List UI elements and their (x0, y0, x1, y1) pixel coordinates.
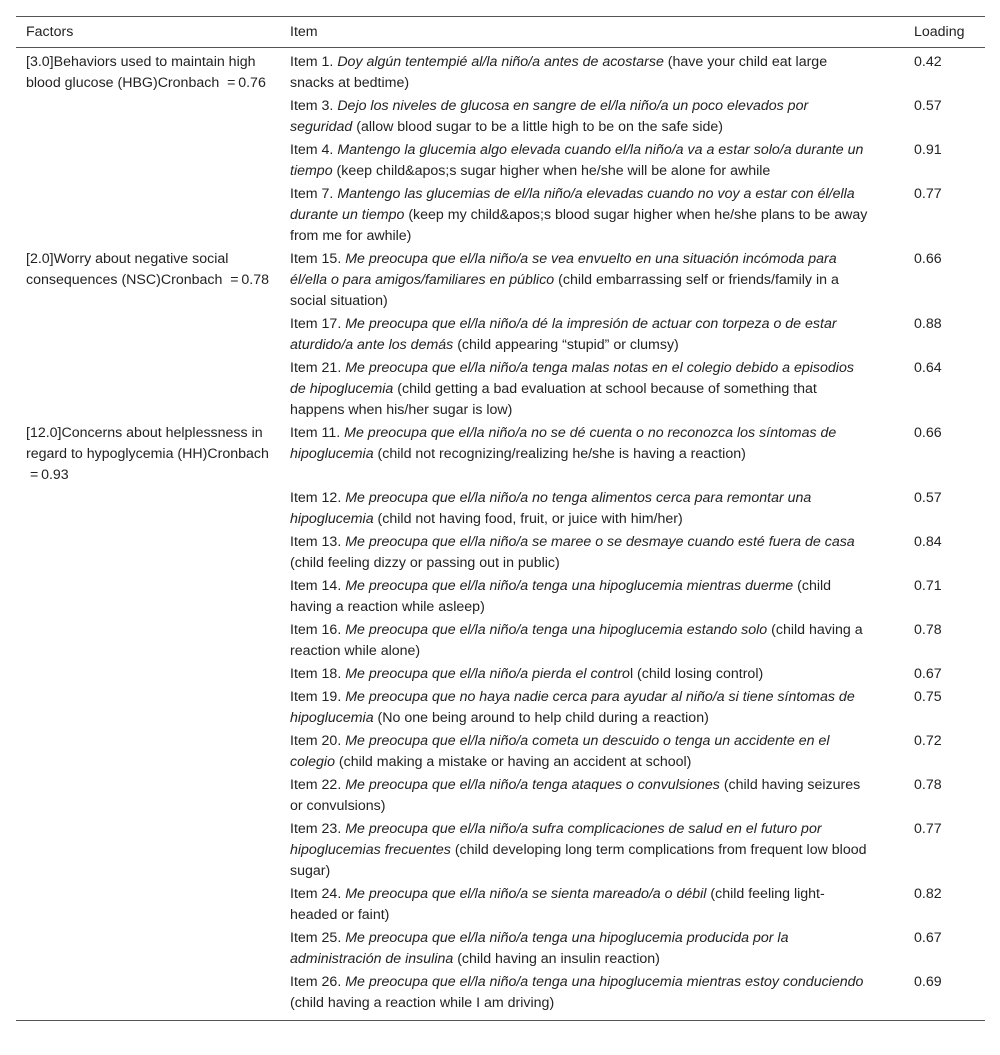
item-spanish-text: Me preocupa que el/la niño/a tenga malas notas en el colegio debido a episodios de hipoglucemia (290, 360, 854, 397)
loading-value: 0.84 (914, 534, 942, 550)
loading-value: 0.64 (914, 360, 942, 376)
header-row (16, 17, 985, 48)
item-english-text: (child feeling light-headed or faint) (290, 886, 825, 923)
item-english-text: (child not having food, fruit, or juice with him/her) (373, 511, 683, 527)
factor-cell (16, 927, 280, 971)
item-cell (280, 313, 904, 357)
loading-value: 0.66 (914, 251, 942, 267)
item-english-text: (child not recognizing/realizing he/she is having a reaction) (373, 446, 746, 462)
item-spanish-text: Me preocupa que el/la niño/a tenga ataques o convulsiones (345, 777, 720, 793)
table-row (16, 818, 985, 883)
item-number: Item 19. (290, 689, 346, 705)
table-row (16, 971, 985, 1021)
item-cell (280, 883, 904, 927)
item-number: Item 1. (290, 54, 338, 70)
table-row (16, 730, 985, 774)
loading-value: 0.75 (914, 689, 942, 705)
item-number: Item 24. (290, 886, 346, 902)
item-english-text: (child getting a bad evaluation at school because of something that happens when his/her sugar is low) (290, 381, 817, 418)
factor-cell (16, 663, 280, 686)
item-english-text: (child having a reaction while I am driving) (290, 995, 555, 1011)
item-cell (280, 48, 904, 96)
item-english-text: (child feeling dizzy or passing out in public) (290, 555, 560, 571)
item-cell (280, 774, 904, 818)
item-cell (280, 531, 904, 575)
item-number: Item 12. (290, 490, 346, 506)
factor-cell (16, 774, 280, 818)
item-spanish-text: Me preocupa que el/la niño/a cometa un descuido o tenga un accidente en el colegio (290, 733, 830, 770)
item-english-text: (child having a reaction while asleep) (290, 578, 832, 615)
item-cell (280, 619, 904, 663)
item-cell (280, 183, 904, 248)
table-row (16, 487, 985, 531)
item-cell (280, 927, 904, 971)
item-cell (280, 730, 904, 774)
item-number: Item 7. (290, 186, 338, 202)
factor-cell (16, 139, 280, 183)
item-cell (280, 139, 904, 183)
item-english-text: (keep child&apos;s sugar higher when he/she will be alone for awhile (332, 163, 771, 179)
table-row (16, 422, 985, 487)
item-number: Item 18. (290, 666, 346, 682)
factor-cell (16, 619, 280, 663)
item-spanish-text: Me preocupa que el/la niño/a no se dé cuenta o no reconozca los síntomas de hipoglucemia (290, 425, 837, 462)
table-row (16, 139, 985, 183)
table-row (16, 575, 985, 619)
item-cell (280, 818, 904, 883)
table-row (16, 531, 985, 575)
item-english-text: l (child losing control) (629, 666, 764, 682)
table-row (16, 313, 985, 357)
loading-value: 0.67 (914, 930, 942, 946)
table-row (16, 248, 985, 313)
loading-value: 0.57 (914, 490, 942, 506)
item-number: Item 11. (290, 425, 345, 441)
item-spanish-text: Me preocupa que el/la niño/a se maree o se desmaye cuando esté fuera de casa (345, 534, 855, 550)
item-spanish-text: Me preocupa que el/la niño/a tenga una hipoglucemia producida por la administración de insulina (290, 930, 789, 967)
table-row (16, 686, 985, 730)
factor-cell: [2.0]Worry about negative social consequences (NSC)Cronbach = 0.78 (26, 251, 269, 288)
item-number: Item 23. (290, 821, 346, 837)
item-english-text: (No one being around to help child during a reaction) (373, 710, 709, 726)
factor-cell (16, 971, 280, 1021)
header-factors: Factors (16, 17, 280, 48)
loading-value: 0.78 (914, 622, 942, 638)
factor-cell (16, 883, 280, 927)
loading-value: 0.71 (914, 578, 942, 594)
header-loading: Loading (904, 17, 985, 48)
item-number: Item 21. (290, 360, 346, 376)
factor-cell: [12.0]Concerns about helplessness in regard to hypoglycemia (HH)Cronbach = 0.93 (26, 425, 269, 483)
loading-value: 0.88 (914, 316, 942, 332)
factor-cell (16, 531, 280, 575)
item-spanish-text: Me preocupa que el/la niño/a dé la impresión de actuar con torpeza o de estar aturdido/a ante los demás (290, 316, 837, 353)
loading-value: 0.91 (914, 142, 942, 158)
item-number: Item 16. (290, 622, 346, 638)
item-number: Item 3. (290, 98, 338, 114)
item-spanish-text: Doy algún tentempié al/la niño/a antes de acostarse (337, 54, 664, 70)
item-english-text: (child having an insulin reaction) (453, 951, 660, 967)
table-row (16, 663, 985, 686)
item-spanish-text: Mantengo la glucemia algo elevada cuando el/la niño/a va a estar solo/a durante un tiempo (290, 142, 864, 179)
item-spanish-text: Me preocupa que el/la niño/a tenga una hipoglucemia mientras duerme (345, 578, 794, 594)
item-cell (280, 357, 904, 422)
factor-cell (16, 818, 280, 883)
item-english-text: (keep my child&apos;s blood sugar higher when he/she plans to be away from me for awhile) (290, 207, 868, 244)
factor-cell (16, 730, 280, 774)
item-cell (280, 575, 904, 619)
item-cell (280, 686, 904, 730)
item-cell (280, 422, 904, 487)
table-header (16, 17, 985, 48)
factor-cell (16, 357, 280, 422)
table-row (16, 95, 985, 139)
factor-cell (16, 95, 280, 139)
item-english-text: (child developing long term complications from frequent low blood sugar) (290, 842, 867, 879)
factor-cell (16, 686, 280, 730)
loading-value: 0.42 (914, 54, 942, 70)
loading-value: 0.66 (914, 425, 942, 441)
factor-cell (16, 487, 280, 531)
table-row (16, 774, 985, 818)
item-number: Item 13. (290, 534, 346, 550)
table-row (16, 183, 985, 248)
item-cell (280, 971, 904, 1021)
item-number: Item 26. (290, 974, 346, 990)
item-english-text: (child making a mistake or having an accident at school) (334, 754, 692, 770)
item-english-text: (allow blood sugar to be a little high to be on the safe side) (352, 119, 724, 135)
table-row (16, 927, 985, 971)
item-english-text: (have your child eat large snacks at bedtime) (290, 54, 828, 91)
table-row (16, 357, 985, 422)
loading-value: 0.67 (914, 666, 942, 682)
item-cell (280, 663, 904, 686)
item-english-text: (child having a reaction while alone) (290, 622, 863, 659)
item-english-text: (child having seizures or convulsions) (290, 777, 861, 814)
factor-cell (16, 313, 280, 357)
item-spanish-text: Me preocupa que el/la niño/a pierda el contro (345, 666, 630, 682)
loading-value: 0.57 (914, 98, 942, 114)
item-number: Item 14. (290, 578, 346, 594)
item-spanish-text: Me preocupa que el/la niño/a no tenga alimentos cerca para remontar una hipoglucemia (290, 490, 812, 527)
item-english-text: (child embarrassing self or friends/family in a social situation) (290, 272, 839, 309)
item-english-text: (child appearing “stupid” or clumsy) (453, 337, 679, 353)
item-cell (280, 248, 904, 313)
item-spanish-text: Mantengo las glucemias de el/la niño/a elevadas cuando no voy a estar con él/ella durante un tiempo (290, 186, 855, 223)
factor-cell (16, 575, 280, 619)
item-spanish-text: Dejo los niveles de glucosa en sangre de el/la niño/a un poco elevados por seguridad (290, 98, 809, 135)
item-spanish-text: Me preocupa que el/la niño/a se vea envuelto en una situación incómoda para él/ella o para amigos/familiares en público (290, 251, 837, 288)
loading-value: 0.82 (914, 886, 942, 902)
table-row (16, 883, 985, 927)
loading-value: 0.77 (914, 186, 942, 202)
item-number: Item 22. (290, 777, 346, 793)
item-spanish-text: Me preocupa que no haya nadie cerca para ayudar al niño/a si tiene síntomas de hipoglucemia (290, 689, 855, 726)
item-number: Item 17. (290, 316, 346, 332)
item-spanish-text: Me preocupa que el/la niño/a sufra complicaciones de salud en el futuro por hipoglucemias frecuentes (290, 821, 822, 858)
factor-loadings-table (16, 16, 985, 1021)
table-row (16, 619, 985, 663)
item-spanish-text: Me preocupa que el/la niño/a se sienta mareado/a o débil (345, 886, 707, 902)
table-body (16, 48, 985, 1021)
item-number: Item 15. (290, 251, 346, 267)
item-number: Item 4. (290, 142, 338, 158)
loading-value: 0.78 (914, 777, 942, 793)
factor-cell: [3.0]Behaviors used to maintain high blood glucose (HBG)Cronbach = 0.76 (26, 54, 266, 91)
item-number: Item 25. (290, 930, 346, 946)
header-item: Item (280, 17, 904, 48)
loading-value: 0.69 (904, 971, 985, 1021)
table-row (16, 48, 985, 96)
item-cell (280, 487, 904, 531)
loading-value: 0.77 (914, 821, 942, 837)
factor-loadings-table-container (16, 16, 985, 1021)
item-spanish-text: Me preocupa que el/la niño/a tenga una hipoglucemia mientras estoy conduciendo (345, 974, 864, 990)
item-number: Item 20. (290, 733, 346, 749)
item-cell (280, 95, 904, 139)
item-spanish-text: Me preocupa que el/la niño/a tenga una hipoglucemia estando solo (345, 622, 768, 638)
factor-cell (16, 183, 280, 248)
loading-value: 0.72 (914, 733, 942, 749)
